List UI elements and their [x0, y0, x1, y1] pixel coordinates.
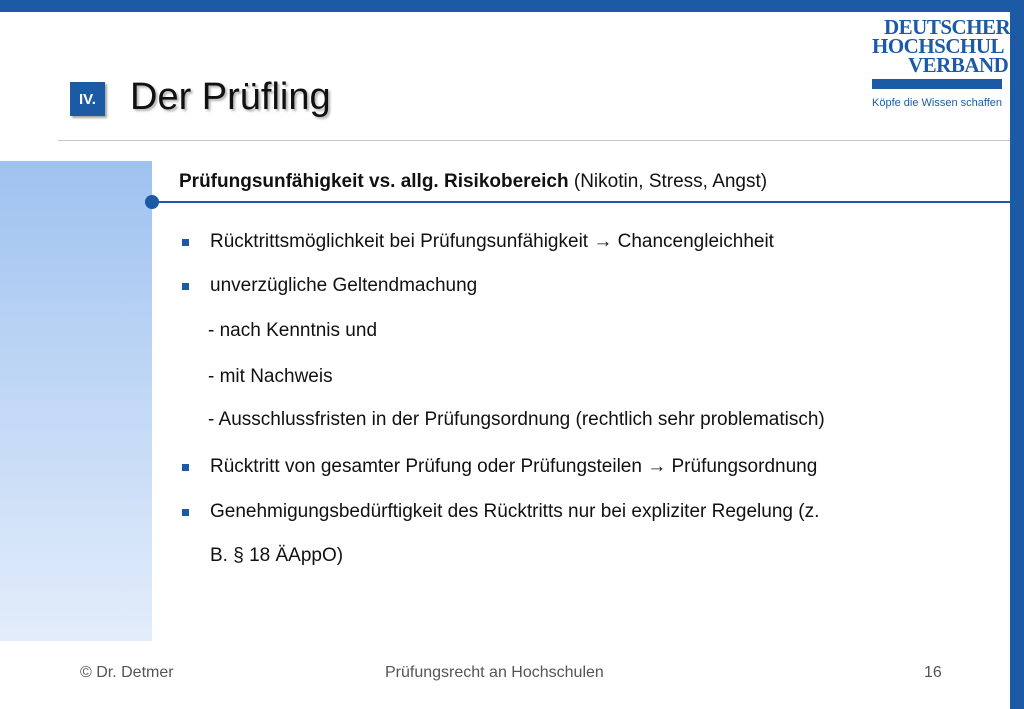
logo-tagline: Köpfe die Wissen schaffen [872, 97, 1003, 109]
bullet-text-continued: B. § 18 ÄAppO) [210, 545, 344, 566]
square-bullet-icon [182, 239, 189, 246]
dhv-logo [862, 16, 1012, 116]
bullet-text: Genehmigungsbedürftigkeit des Rücktritts nur bei expliziter Regelung (z. [210, 501, 820, 522]
footer-page-number: 16 [924, 664, 942, 681]
bullet-text: unverzügliche Geltendmachung [210, 275, 478, 296]
footer-author: © Dr. Detmer [80, 664, 174, 681]
logo-line-2: HOCHSCHUL [872, 34, 1005, 58]
bullet-text: Rücktritt von gesamter Prüfung oder Prüfungsteilen → Prüfungsordnung [210, 456, 818, 477]
subtitle-divider [152, 201, 1010, 203]
sub-item: - Ausschlussfristen in der Prüfungsordnung (rechtlich sehr problematisch) [208, 409, 825, 430]
logo-line-3: VERBAND [908, 53, 1009, 77]
slide-title: Der Prüfling [130, 76, 331, 118]
side-gradient-panel [0, 161, 152, 641]
logo-line-1: DEUTSCHER [884, 15, 1011, 39]
square-bullet-icon [182, 464, 189, 471]
header-divider [58, 140, 1010, 141]
square-bullet-icon [182, 509, 189, 516]
subtitle-bold: Prüfungsunfähigkeit vs. allg. Risikobereich [179, 171, 569, 192]
sub-item: - mit Nachweis [208, 366, 333, 387]
bullet-text: Rücktrittsmöglichkeit bei Prüfungsunfähigkeit → Chancengleichheit [210, 231, 774, 252]
right-accent-bar [1010, 0, 1024, 709]
content-subtitle [179, 171, 767, 193]
top-accent-bar [0, 0, 1024, 12]
subtitle-rest: (Nikotin, Stress, Angst) [568, 171, 768, 192]
square-bullet-icon [182, 283, 189, 290]
section-number-badge: IV. [70, 82, 105, 116]
logo-stripe [872, 79, 1002, 89]
footer-course: Prüfungsrecht an Hochschulen [385, 664, 604, 681]
sub-item: - nach Kenntnis und [208, 320, 378, 341]
divider-dot [145, 195, 159, 209]
